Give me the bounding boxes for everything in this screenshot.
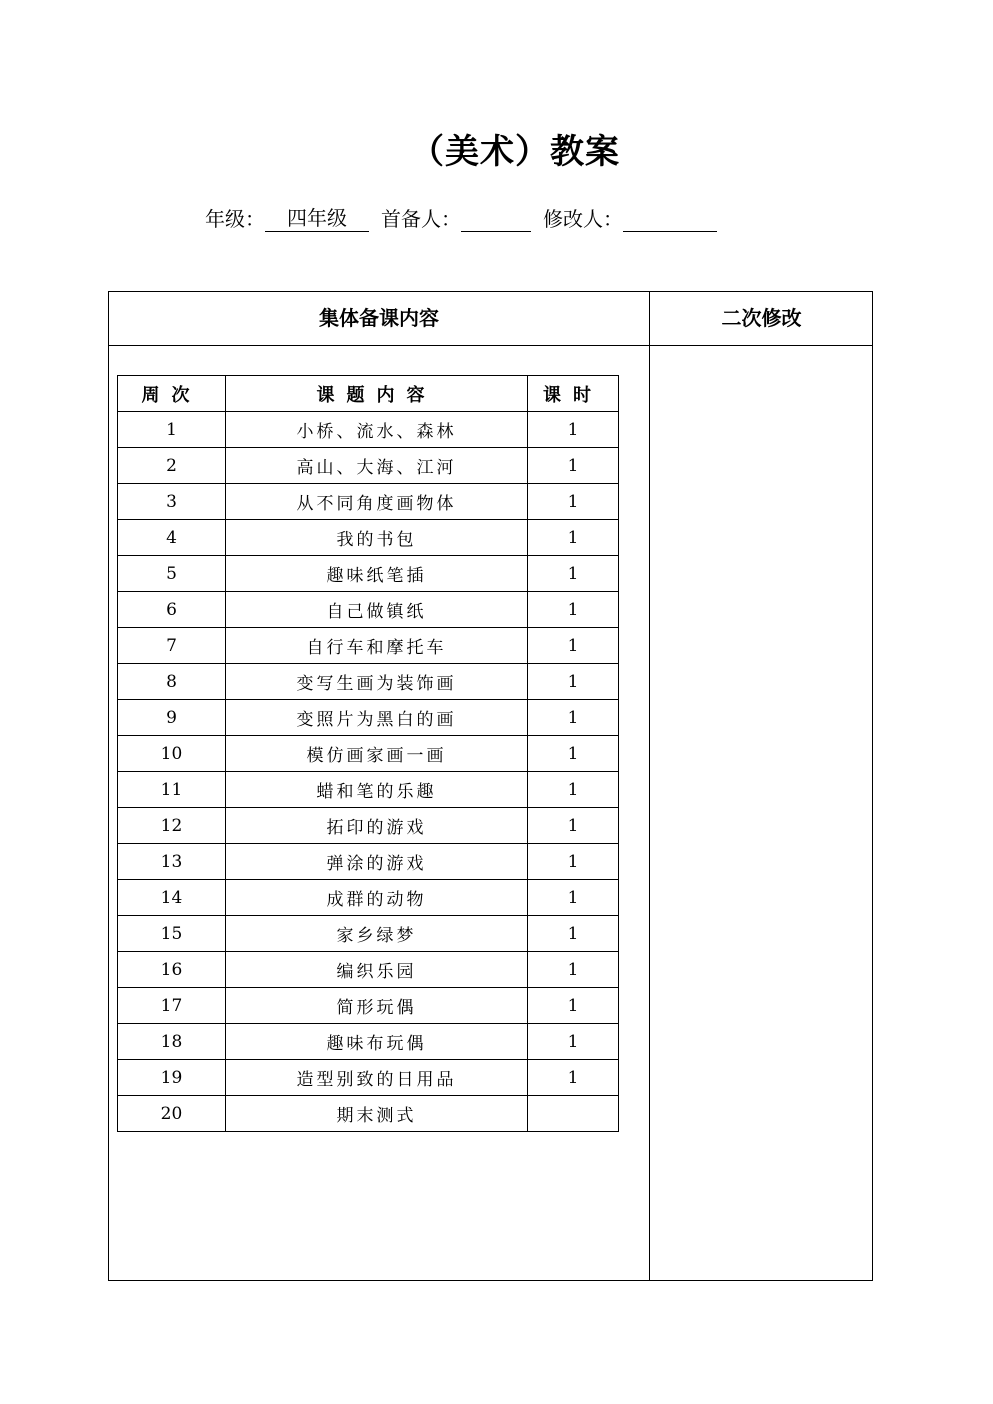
table-row bbox=[118, 952, 619, 988]
hours-cell: 1 bbox=[528, 484, 619, 520]
table-row bbox=[118, 988, 619, 1024]
week-cell: 16 bbox=[118, 952, 226, 988]
frame-column-divider bbox=[649, 292, 650, 1280]
second-revision-header: 二次修改 bbox=[721, 306, 802, 330]
topic-cell: 拓印的游戏 bbox=[226, 808, 528, 844]
table-row bbox=[118, 1096, 619, 1132]
table-row bbox=[118, 556, 619, 592]
topic-cell: 趣味布玩偶 bbox=[226, 1024, 528, 1060]
hours-cell: 1 bbox=[528, 952, 619, 988]
header-info-line bbox=[205, 198, 717, 232]
table-row bbox=[118, 1060, 619, 1096]
collective-prep-header: 集体备课内容 bbox=[319, 306, 439, 330]
column-header-week: 周次 bbox=[118, 376, 226, 412]
hours-cell: 1 bbox=[528, 880, 619, 916]
preparer-label: 首备人： bbox=[381, 207, 461, 231]
table-row bbox=[118, 700, 619, 736]
week-cell: 7 bbox=[118, 628, 226, 664]
page-title: （美术）教案 bbox=[410, 132, 620, 172]
week-cell: 2 bbox=[118, 448, 226, 484]
week-cell: 1 bbox=[118, 412, 226, 448]
grade-label: 年级： bbox=[205, 207, 265, 231]
table-row bbox=[118, 772, 619, 808]
topic-cell: 自己做镇纸 bbox=[226, 592, 528, 628]
topic-cell: 自行车和摩托车 bbox=[226, 628, 528, 664]
topic-cell: 造型别致的日用品 bbox=[226, 1060, 528, 1096]
week-cell: 20 bbox=[118, 1096, 226, 1132]
topic-cell: 模仿画家画一画 bbox=[226, 736, 528, 772]
week-cell: 19 bbox=[118, 1060, 226, 1096]
topic-cell: 期末测式 bbox=[226, 1096, 528, 1132]
grade-field: 四年级 bbox=[265, 205, 369, 232]
preparer-field bbox=[461, 205, 531, 232]
hours-cell: 1 bbox=[528, 736, 619, 772]
hours-cell: 1 bbox=[528, 772, 619, 808]
week-cell: 9 bbox=[118, 700, 226, 736]
table-row bbox=[118, 520, 619, 556]
topic-cell: 编织乐园 bbox=[226, 952, 528, 988]
table-row bbox=[118, 1024, 619, 1060]
column-header-hours: 课时 bbox=[528, 376, 619, 412]
week-cell: 3 bbox=[118, 484, 226, 520]
week-cell: 5 bbox=[118, 556, 226, 592]
topic-cell: 小桥、流水、森林 bbox=[226, 412, 528, 448]
schedule-table bbox=[117, 375, 619, 1132]
week-cell: 12 bbox=[118, 808, 226, 844]
week-cell: 8 bbox=[118, 664, 226, 700]
topic-cell: 高山、大海、江河 bbox=[226, 448, 528, 484]
hours-cell: 1 bbox=[528, 916, 619, 952]
schedule-header-row bbox=[118, 376, 619, 412]
frame-header-divider bbox=[109, 345, 872, 346]
table-row bbox=[118, 412, 619, 448]
reviser-field bbox=[623, 205, 717, 232]
hours-cell: 1 bbox=[528, 988, 619, 1024]
table-row bbox=[118, 592, 619, 628]
schedule-body bbox=[118, 412, 619, 1132]
hours-cell: 1 bbox=[528, 1060, 619, 1096]
week-cell: 6 bbox=[118, 592, 226, 628]
topic-cell: 成群的动物 bbox=[226, 880, 528, 916]
hours-cell: 1 bbox=[528, 844, 619, 880]
table-row bbox=[118, 448, 619, 484]
hours-cell: 1 bbox=[528, 808, 619, 844]
hours-cell: 1 bbox=[528, 1024, 619, 1060]
table-row bbox=[118, 484, 619, 520]
column-header-topic: 课题内容 bbox=[226, 376, 528, 412]
week-cell: 10 bbox=[118, 736, 226, 772]
table-row bbox=[118, 736, 619, 772]
hours-cell: 1 bbox=[528, 664, 619, 700]
hours-cell: 1 bbox=[528, 412, 619, 448]
topic-cell: 蜡和笔的乐趣 bbox=[226, 772, 528, 808]
table-row bbox=[118, 628, 619, 664]
table-row bbox=[118, 808, 619, 844]
topic-cell: 变写生画为装饰画 bbox=[226, 664, 528, 700]
topic-cell: 简形玩偶 bbox=[226, 988, 528, 1024]
topic-cell: 从不同角度画物体 bbox=[226, 484, 528, 520]
table-row bbox=[118, 844, 619, 880]
hours-cell: 1 bbox=[528, 520, 619, 556]
week-cell: 11 bbox=[118, 772, 226, 808]
topic-cell: 我的书包 bbox=[226, 520, 528, 556]
hours-cell bbox=[528, 1096, 619, 1132]
week-cell: 13 bbox=[118, 844, 226, 880]
table-row bbox=[118, 880, 619, 916]
table-row bbox=[118, 916, 619, 952]
hours-cell: 1 bbox=[528, 628, 619, 664]
week-cell: 17 bbox=[118, 988, 226, 1024]
hours-cell: 1 bbox=[528, 556, 619, 592]
hours-cell: 1 bbox=[528, 448, 619, 484]
week-cell: 14 bbox=[118, 880, 226, 916]
hours-cell: 1 bbox=[528, 592, 619, 628]
topic-cell: 家乡绿梦 bbox=[226, 916, 528, 952]
week-cell: 15 bbox=[118, 916, 226, 952]
week-cell: 4 bbox=[118, 520, 226, 556]
topic-cell: 弹涂的游戏 bbox=[226, 844, 528, 880]
reviser-label: 修改人： bbox=[543, 207, 623, 231]
topic-cell: 变照片为黑白的画 bbox=[226, 700, 528, 736]
hours-cell: 1 bbox=[528, 700, 619, 736]
table-row bbox=[118, 664, 619, 700]
topic-cell: 趣味纸笔插 bbox=[226, 556, 528, 592]
week-cell: 18 bbox=[118, 1024, 226, 1060]
